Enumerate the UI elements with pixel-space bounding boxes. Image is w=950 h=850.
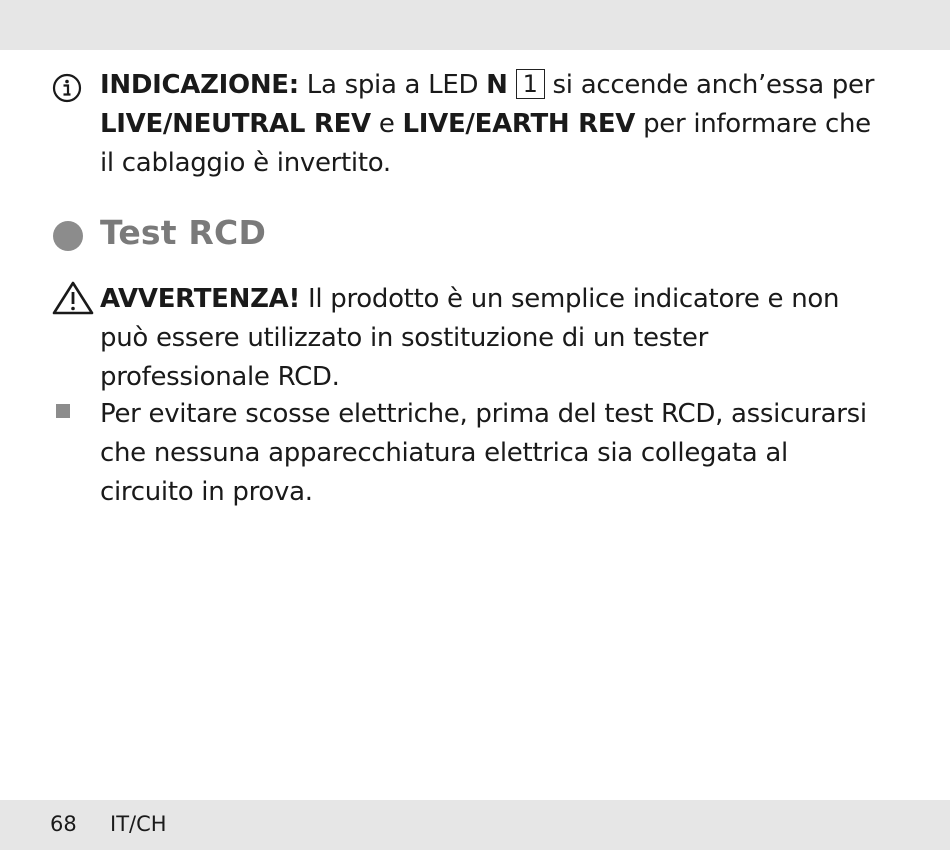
note-text-2: si accende anch’essa per bbox=[544, 70, 875, 100]
warning-label: AVVERTENZA! bbox=[100, 284, 301, 314]
note-text-3: e bbox=[370, 109, 403, 139]
led-label: N bbox=[486, 70, 508, 100]
keyword-live-neutral-rev: LIVE/NEUTRAL REV bbox=[100, 109, 371, 139]
note-text-4: per informare che il cablaggio è invertito. bbox=[100, 109, 871, 178]
warning-text: Il prodotto è un semplice indicatore e non può essere utilizzato in sostituzione di un tester professionale RCD. bbox=[100, 284, 840, 392]
section-bullet-dot bbox=[53, 221, 83, 251]
header-band bbox=[0, 0, 950, 50]
info-icon bbox=[52, 73, 82, 103]
locale-label: IT/CH bbox=[110, 812, 167, 836]
info-note bbox=[100, 66, 880, 183]
page-number: 68 bbox=[50, 812, 77, 836]
list-item: Per evitare scosse elettriche, prima del test RCD, assicurarsi che nessuna apparecchiatura elettrica sia collegata al circuito in prova. bbox=[100, 399, 867, 507]
note-label: INDICAZIONE: bbox=[100, 70, 299, 100]
warning-icon bbox=[51, 280, 95, 316]
list-bullet-square bbox=[56, 404, 70, 418]
warning-note bbox=[100, 280, 880, 397]
section-title: Test RCD bbox=[100, 213, 267, 252]
keyword-live-earth-rev: LIVE/EARTH REV bbox=[402, 109, 636, 139]
component-ref-number: 1 bbox=[516, 69, 545, 99]
note-text-1: La spia a LED bbox=[298, 70, 487, 100]
